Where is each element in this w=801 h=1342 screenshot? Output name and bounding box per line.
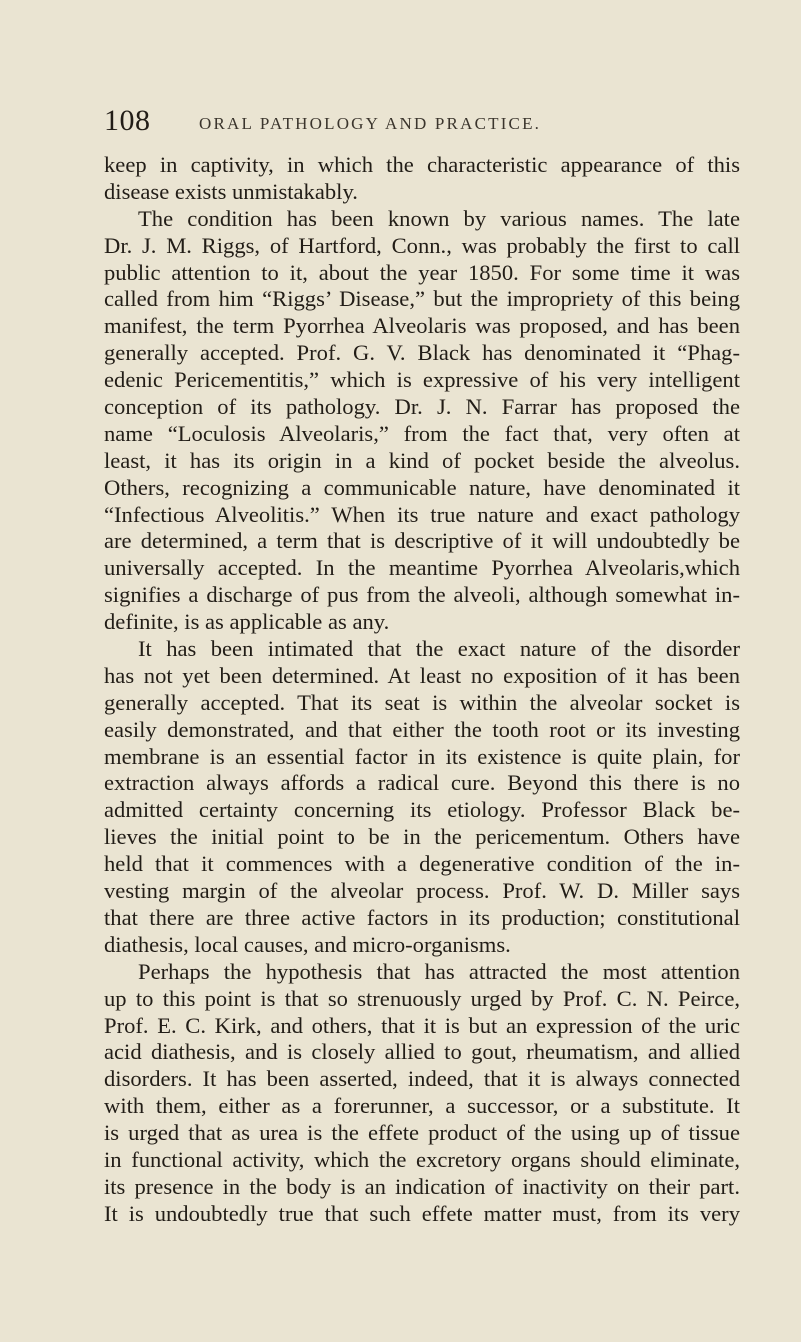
text-line: disease exists unmistakably. (104, 178, 358, 204)
text-line: least, it has its origin in a kind of pocket beside the alveolus. (104, 447, 740, 473)
text-line: generally accepted. Prof. G. V. Black has denominated it “Phag- (104, 340, 740, 366)
text-line: extraction always affords a radical cure. Beyond this there is no (104, 770, 740, 796)
text-line: Dr. J. M. Riggs, of Hartford, Conn., was probably the first to call (104, 232, 740, 258)
text-line: easily demonstrated, and that either the tooth root or its investing (104, 716, 740, 742)
text-line: diathesis, local causes, and micro-organisms. (104, 931, 511, 957)
text-line: admitted certainty concerning its etiology. Professor Black be- (104, 797, 740, 823)
text-line: in functional activity, which the excretory organs should eliminate, (104, 1146, 740, 1172)
text-line: up to this point is that so strenuously urged by Prof. C. N. Peirce, (104, 985, 740, 1011)
text-line: Prof. E. C. Kirk, and others, that it is but an expression of the uric (104, 1012, 740, 1038)
text-line: manifest, the term Pyorrhea Alveolaris was proposed, and has been (104, 313, 740, 339)
text-line: It has been intimated that the exact nature of the disorder (138, 636, 740, 662)
text-line: edenic Pericementitis,” which is expressive of his very intelligent (104, 367, 740, 393)
text-line: Perhaps the hypothesis that has attracted the most attention (138, 958, 740, 984)
text-line: are determined, a term that is descriptive of it will undoubtedly be (104, 528, 740, 554)
text-line: definite, is as applicable as any. (104, 609, 390, 635)
text-line: that there are three active factors in its production; constitutional (104, 904, 740, 930)
text-line: its presence in the body is an indication of inactivity on their part. (104, 1173, 740, 1199)
text-line: universally accepted. In the meantime Pyorrhea Alveolaris,which (104, 555, 740, 581)
text-line: is urged that as urea is the effete product of the using up of tissue (104, 1120, 740, 1146)
text-line: with them, either as a forerunner, a successor, or a substitute. It (104, 1093, 740, 1119)
text-line: held that it commences with a degenerative condition of the in- (104, 851, 740, 877)
text-line: The condition has been known by various names. The late (138, 205, 740, 231)
page-number: 108 (104, 104, 151, 137)
text-line: vesting margin of the alveolar process. Prof. W. D. Miller says (104, 878, 740, 904)
body-text (104, 152, 740, 1228)
text-line: called from him “Riggs’ Disease,” but the impropriety of this being (104, 286, 740, 312)
text-line: signifies a discharge of pus from the alveoli, although somewhat in- (104, 582, 740, 608)
text-line: “Infectious Alveolitis.” When its true nature and exact pathology (104, 501, 740, 527)
text-line: name “Loculosis Alveolaris,” from the fact that, very often at (104, 420, 740, 446)
text-line: conception of its pathology. Dr. J. N. Farrar has proposed the (104, 394, 740, 420)
running-title: ORAL PATHOLOGY AND PRACTICE. (199, 114, 542, 133)
text-line: public attention to it, about the year 1850. For some time it was (104, 259, 740, 285)
text-line: Others, recognizing a communicable nature, have denominated it (104, 474, 740, 500)
text-line: It is undoubtedly true that such effete matter must, from its very (104, 1200, 740, 1226)
text-line: generally accepted. That its seat is within the alveolar socket is (104, 689, 740, 715)
text-line: acid diathesis, and is closely allied to gout, rheumatism, and allied (104, 1039, 740, 1065)
text-line: disorders. It has been asserted, indeed, that it is always connected (104, 1066, 740, 1092)
text-line: keep in captivity, in which the characteristic appearance of this (104, 152, 740, 177)
text-line: lieves the initial point to be in the pericementum. Others have (104, 824, 740, 850)
text-line: has not yet been determined. At least no exposition of it has been (104, 662, 740, 688)
text-line: membrane is an essential factor in its existence is quite plain, for (104, 743, 740, 769)
page-header (104, 104, 744, 138)
